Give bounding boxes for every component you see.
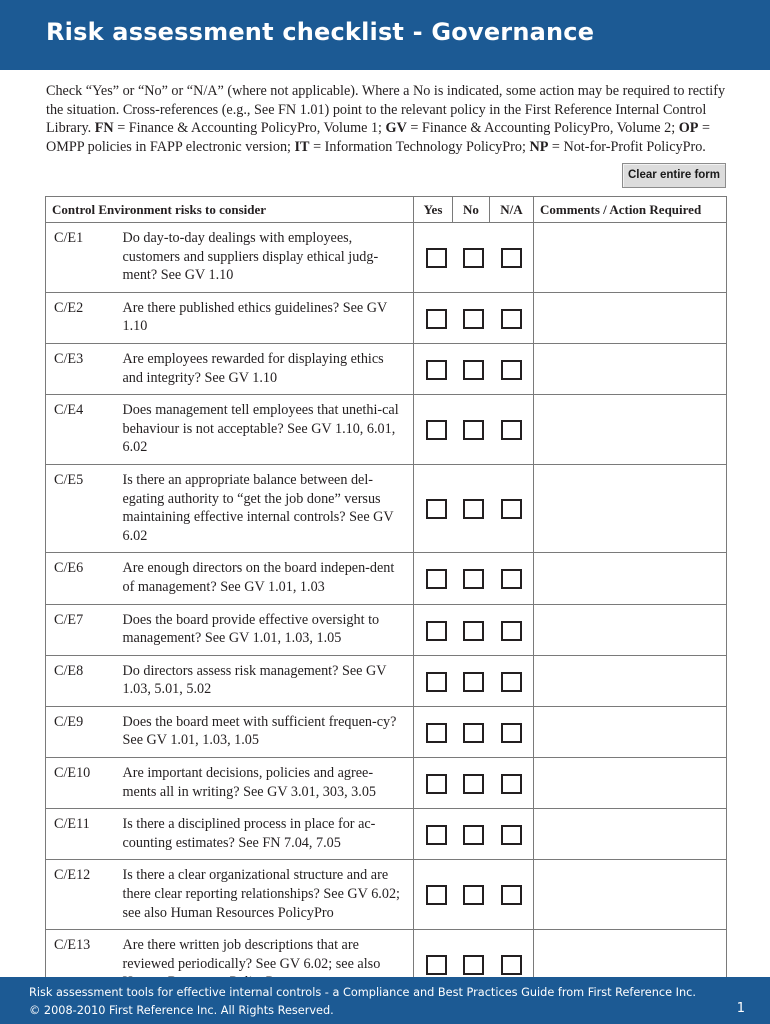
header-risks: Control Environment risks to consider	[46, 197, 414, 223]
risk-code: C/E9	[46, 706, 119, 757]
risk-question: Does the board meet with sufficient frequen-cy? See GV 1.01, 1.03, 1.05	[119, 706, 414, 757]
header-no: No	[453, 197, 490, 222]
risk-code: C/E8	[46, 655, 119, 706]
answer-cell	[414, 553, 534, 604]
yes-checkbox[interactable]	[426, 885, 447, 905]
comments-field[interactable]	[534, 706, 727, 757]
table-row	[46, 809, 727, 860]
na-checkbox[interactable]	[501, 723, 522, 743]
table-row	[46, 758, 727, 809]
answer-cell	[414, 395, 534, 465]
abbr-op-text: = OMPP policies in FAPP electronic version;	[46, 120, 710, 155]
table-row	[46, 292, 727, 343]
answer-cell	[414, 706, 534, 757]
na-checkbox[interactable]	[501, 360, 522, 380]
abbr-np-text: = Not-for-Profit PolicyPro.	[548, 138, 706, 155]
na-checkbox[interactable]	[501, 420, 522, 440]
page-header	[0, 0, 770, 70]
na-checkbox[interactable]	[501, 825, 522, 845]
risk-code: C/E11	[46, 809, 119, 860]
page-footer	[0, 977, 770, 1024]
risk-code: C/E1	[46, 223, 119, 293]
comments-field[interactable]	[534, 223, 727, 293]
comments-field[interactable]	[534, 292, 727, 343]
answer-cell	[414, 860, 534, 930]
abbr-gv-text: = Finance & Accounting PolicyPro, Volume 2;	[406, 120, 679, 137]
na-checkbox[interactable]	[501, 885, 522, 905]
table-row	[46, 395, 727, 465]
comments-field[interactable]	[534, 553, 727, 604]
page-title: Risk assessment checklist - Governance	[46, 18, 595, 46]
answer-cell	[414, 292, 534, 343]
risk-question: Are important decisions, policies and agree-ments all in writing? See GV 3.01, 303, 3.05	[119, 758, 414, 809]
abbr-it: IT	[294, 138, 310, 155]
yes-checkbox[interactable]	[426, 248, 447, 268]
answer-cell	[414, 464, 534, 552]
table-header-row	[46, 197, 727, 223]
no-checkbox[interactable]	[463, 672, 484, 692]
yes-checkbox[interactable]	[426, 309, 447, 329]
no-checkbox[interactable]	[463, 420, 484, 440]
risk-question: Are there written job descriptions that are reviewed periodically? See GV 6.02; see also	[119, 930, 414, 1000]
na-checkbox[interactable]	[501, 621, 522, 641]
answer-cell	[414, 343, 534, 394]
table-row	[46, 223, 727, 293]
header-comments: Comments / Action Required	[534, 197, 727, 223]
table-row	[46, 553, 727, 604]
abbr-it-text: = Information Technology PolicyPro;	[309, 138, 530, 155]
checklist-table	[45, 196, 727, 1000]
no-checkbox[interactable]	[463, 360, 484, 380]
header-yes: Yes	[414, 197, 453, 222]
risk-code: C/E2	[46, 292, 119, 343]
footer-guide-title: Risk assessment tools for effective internal controls - a Compliance and Best Practices Guide from First Reference Inc.	[29, 986, 696, 999]
table-row	[46, 604, 727, 655]
comments-field[interactable]	[534, 860, 727, 930]
no-checkbox[interactable]	[463, 825, 484, 845]
abbr-fn: FN	[94, 120, 114, 137]
no-checkbox[interactable]	[463, 723, 484, 743]
risk-code: C/E4	[46, 395, 119, 465]
instructions-text: Check “Yes” or “No” or “N/A” (where not applicable). Where a No is indicated, some action may be required to rectify the situation. Cross-references (e.g., See FN 1.01) point to the relevant policy in the First Reference Internal Control Library.	[46, 83, 726, 137]
comments-field[interactable]	[534, 343, 727, 394]
risk-code: C/E13	[46, 930, 119, 1000]
na-checkbox[interactable]	[501, 774, 522, 794]
comments-field[interactable]	[534, 604, 727, 655]
comments-field[interactable]	[534, 655, 727, 706]
risk-question: Does the board provide effective oversight to management? See GV 1.01, 1.03, 1.05	[119, 604, 414, 655]
yes-checkbox[interactable]	[426, 955, 447, 975]
comments-field[interactable]	[534, 464, 727, 552]
no-checkbox[interactable]	[463, 885, 484, 905]
page-number: 1	[736, 1001, 745, 1016]
yes-checkbox[interactable]	[426, 774, 447, 794]
yes-checkbox[interactable]	[426, 621, 447, 641]
no-checkbox[interactable]	[463, 309, 484, 329]
yes-checkbox[interactable]	[426, 672, 447, 692]
risk-code: C/E10	[46, 758, 119, 809]
comments-field[interactable]	[534, 395, 727, 465]
na-checkbox[interactable]	[501, 309, 522, 329]
risk-question: Are there published ethics guidelines? See GV 1.10	[119, 292, 414, 343]
risk-question: Is there an appropriate balance between del-egating authority to “get the job done” versus maintaining effective internal controls? See GV 6.02	[119, 464, 414, 552]
yes-checkbox[interactable]	[426, 723, 447, 743]
no-checkbox[interactable]	[463, 621, 484, 641]
risk-code: C/E12	[46, 860, 119, 930]
table-row	[46, 343, 727, 394]
na-checkbox[interactable]	[501, 672, 522, 692]
na-checkbox[interactable]	[501, 499, 522, 519]
footer-copyright: © 2008-2010 First Reference Inc. All Rights Reserved.	[29, 1004, 334, 1017]
no-checkbox[interactable]	[463, 955, 484, 975]
answer-cell	[414, 809, 534, 860]
answer-cell	[414, 604, 534, 655]
na-checkbox[interactable]	[501, 248, 522, 268]
abbr-np: NP	[529, 138, 549, 155]
risk-code: C/E7	[46, 604, 119, 655]
table-row	[46, 860, 727, 930]
comments-field[interactable]	[534, 809, 727, 860]
risk-question: Is there a clear organizational structure and are there clear reporting relationships? See GV 6.02; see also Human Resources PolicyPro	[119, 860, 414, 930]
risk-question: Are employees rewarded for displaying ethics and integrity? See GV 1.10	[119, 343, 414, 394]
answer-cell	[414, 223, 534, 293]
instructions	[46, 82, 728, 156]
no-checkbox[interactable]	[463, 774, 484, 794]
answer-cell	[414, 758, 534, 809]
risk-code: C/E3	[46, 343, 119, 394]
no-checkbox[interactable]	[463, 248, 484, 268]
answer-cell	[414, 655, 534, 706]
risk-question: Do directors assess risk management? See GV 1.03, 5.01, 5.02	[119, 655, 414, 706]
yes-checkbox[interactable]	[426, 569, 447, 589]
table-row	[46, 464, 727, 552]
risk-code: C/E6	[46, 553, 119, 604]
header-na: N/A	[500, 202, 523, 217]
yes-checkbox[interactable]	[426, 360, 447, 380]
abbr-op: OP	[678, 120, 699, 137]
table-row	[46, 655, 727, 706]
abbr-fn-text: = Finance & Accounting PolicyPro, Volume 1;	[113, 120, 386, 137]
risk-question: Does management tell employees that unethi-cal behaviour is not acceptable? See GV 1.10, 6.01, 6.02	[119, 395, 414, 465]
risk-code: C/E5	[46, 464, 119, 552]
comments-field[interactable]	[534, 758, 727, 809]
risk-question: Do day-to-day dealings with employees, customers and suppliers display ethical judg-ment? See GV 1.10	[119, 223, 414, 293]
na-checkbox[interactable]	[501, 569, 522, 589]
yes-checkbox[interactable]	[426, 499, 447, 519]
no-checkbox[interactable]	[463, 569, 484, 589]
table-row	[46, 706, 727, 757]
clear-form-button[interactable]: Clear entire form	[622, 163, 726, 188]
risk-question: Are enough directors on the board indepen-dent of management? See GV 1.01, 1.03	[119, 553, 414, 604]
header-answer-group	[414, 197, 534, 223]
yes-checkbox[interactable]	[426, 825, 447, 845]
na-checkbox[interactable]	[501, 955, 522, 975]
risk-question: Is there a disciplined process in place for ac-counting estimates? See FN 7.04, 7.05	[119, 809, 414, 860]
no-checkbox[interactable]	[463, 499, 484, 519]
abbr-gv: GV	[385, 120, 407, 137]
yes-checkbox[interactable]	[426, 420, 447, 440]
